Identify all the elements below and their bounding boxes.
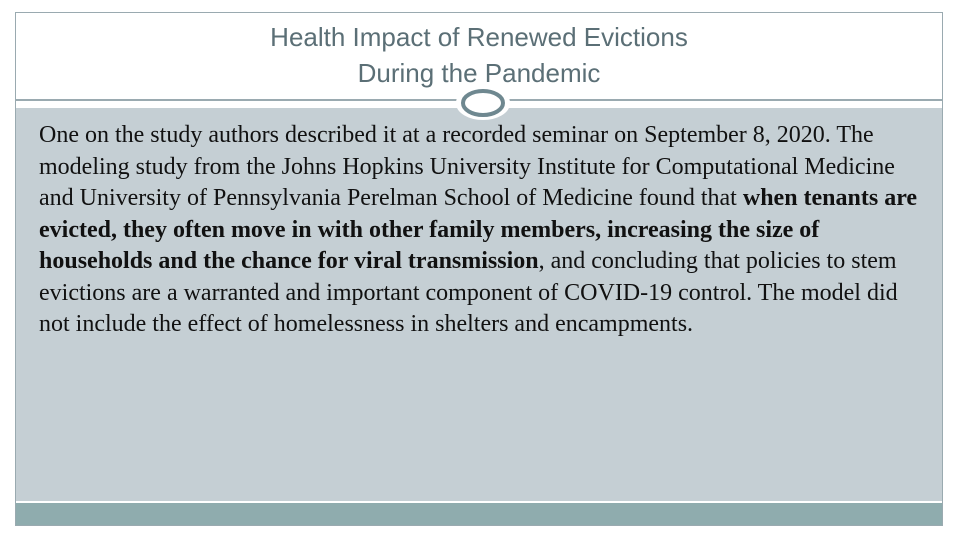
body-paragraph	[39, 120, 924, 341]
content-panel	[16, 108, 942, 501]
ring-icon	[456, 85, 510, 121]
title-line-1: Health Impact of Renewed Evictions	[270, 22, 688, 52]
slide	[15, 12, 943, 526]
body-text-part2: , and concluding that policies to stem evictions are a warranted and important component of COVID-19 control. The model did not include the effect of homelessness in shelters and encampments.	[39, 248, 898, 337]
footer-bar	[16, 503, 942, 525]
title-line-2: During the Pandemic	[357, 58, 601, 88]
body-text-bold: when tenants are evicted, they often move in with other family members, increasing the size of households and the chance for viral transmission	[39, 185, 918, 274]
body-text-part1: One on the study authors described it at a recorded seminar on September 8, 2020. The modeling study from the Johns Hopkins University Institute for Computational Medicine and University of Pennsylvania Perelman School of Medicine found that	[39, 122, 895, 211]
